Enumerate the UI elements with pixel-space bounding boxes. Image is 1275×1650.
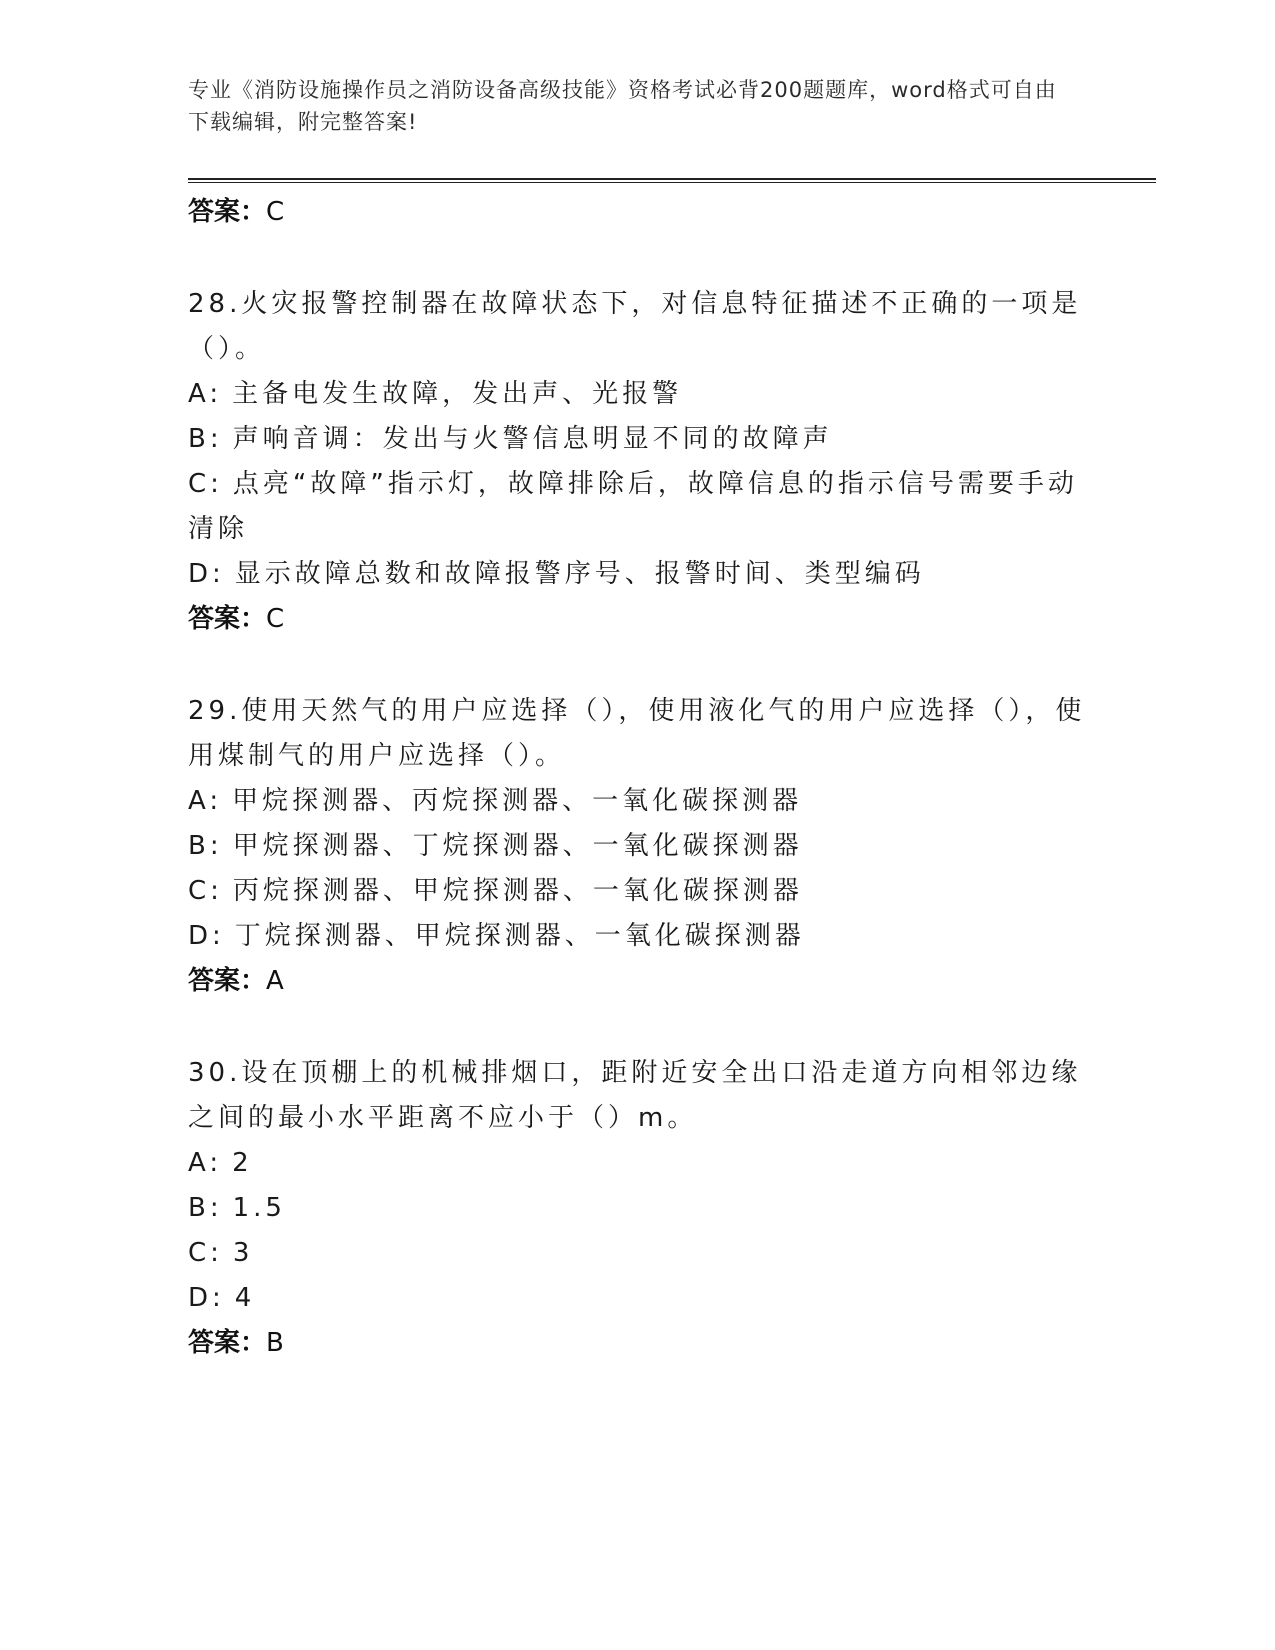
- answer-line-previous: [188, 190, 1088, 234]
- option-text: 2: [232, 1148, 253, 1178]
- option-b: [188, 1186, 1088, 1231]
- option-text: 主备电发生故障，发出声、光报警: [232, 379, 683, 409]
- answer-value: C: [266, 604, 285, 634]
- answer-label: 答案：: [188, 197, 267, 227]
- question-29: [188, 689, 1088, 1003]
- option-text: 丙烷探测器、甲烷探测器、一氧化碳探测器: [232, 876, 803, 906]
- option-key: C:: [188, 469, 223, 499]
- answer-label: 答案：: [188, 604, 267, 634]
- answer-value: B: [266, 1328, 284, 1358]
- page-header-title: 专业《消防设施操作员之消防设备高级技能》资格考试必背200题题库，word格式可自由下载编辑，附完整答案!: [188, 78, 1057, 134]
- option-d: [188, 914, 1088, 959]
- question-30: [188, 1051, 1088, 1365]
- option-key: B:: [188, 424, 223, 454]
- option-key: D:: [188, 559, 225, 589]
- question-stem: 30.设在顶棚上的机械排烟口，距附近安全出口沿走道方向相邻边缘之间的最小水平距离不应小于（）m。: [188, 1058, 1082, 1133]
- answer-label: 答案：: [188, 1328, 267, 1358]
- option-d: [188, 1276, 1088, 1321]
- header-divider: [188, 178, 1156, 183]
- option-d: [188, 552, 1088, 597]
- option-key: B:: [188, 1193, 223, 1223]
- answer-label: 答案：: [188, 966, 267, 996]
- question-stem: 28.火灾报警控制器在故障状态下，对信息特征描述不正确的一项是（）。: [188, 289, 1082, 364]
- option-key: C:: [188, 876, 223, 906]
- question-28: [188, 282, 1088, 641]
- option-b: [188, 824, 1088, 869]
- option-key: D:: [188, 921, 225, 951]
- option-a: [188, 1141, 1088, 1186]
- answer-value: C: [266, 197, 285, 227]
- option-text: 1.5: [232, 1193, 286, 1223]
- option-text: 甲烷探测器、丙烷探测器、一氧化碳探测器: [232, 786, 803, 816]
- option-key: D:: [188, 1283, 225, 1313]
- answer-line: [188, 597, 1088, 641]
- option-text: 声响音调：发出与火警信息明显不同的故障声: [232, 424, 833, 454]
- option-b: [188, 417, 1088, 462]
- question-stem: 29.使用天然气的用户应选择（），使用液化气的用户应选择（），使用煤制气的用户应选择（）。: [188, 696, 1086, 771]
- option-text: 甲烷探测器、丁烷探测器、一氧化碳探测器: [232, 831, 803, 861]
- option-key: A:: [188, 786, 223, 816]
- answer-value: A: [266, 966, 284, 996]
- option-c: [188, 1231, 1088, 1276]
- option-a: [188, 779, 1088, 824]
- document-body: [188, 190, 1088, 1365]
- option-key: A:: [188, 379, 223, 409]
- option-text: 丁烷探测器、甲烷探测器、一氧化碳探测器: [234, 921, 805, 951]
- option-c: [188, 869, 1088, 914]
- option-text: 点亮“故障”指示灯，故障排除后，故障信息的指示信号需要手动清除: [188, 469, 1078, 544]
- answer-line: [188, 1321, 1088, 1365]
- option-key: C:: [188, 1238, 223, 1268]
- option-key: A:: [188, 1148, 223, 1178]
- option-c: [188, 462, 1088, 552]
- answer-line: [188, 959, 1088, 1003]
- option-text: 3: [232, 1238, 254, 1268]
- option-key: B:: [188, 831, 223, 861]
- option-text: 4: [234, 1283, 256, 1313]
- option-a: [188, 372, 1088, 417]
- option-text: 显示故障总数和故障报警序号、报警时间、类型编码: [234, 559, 925, 589]
